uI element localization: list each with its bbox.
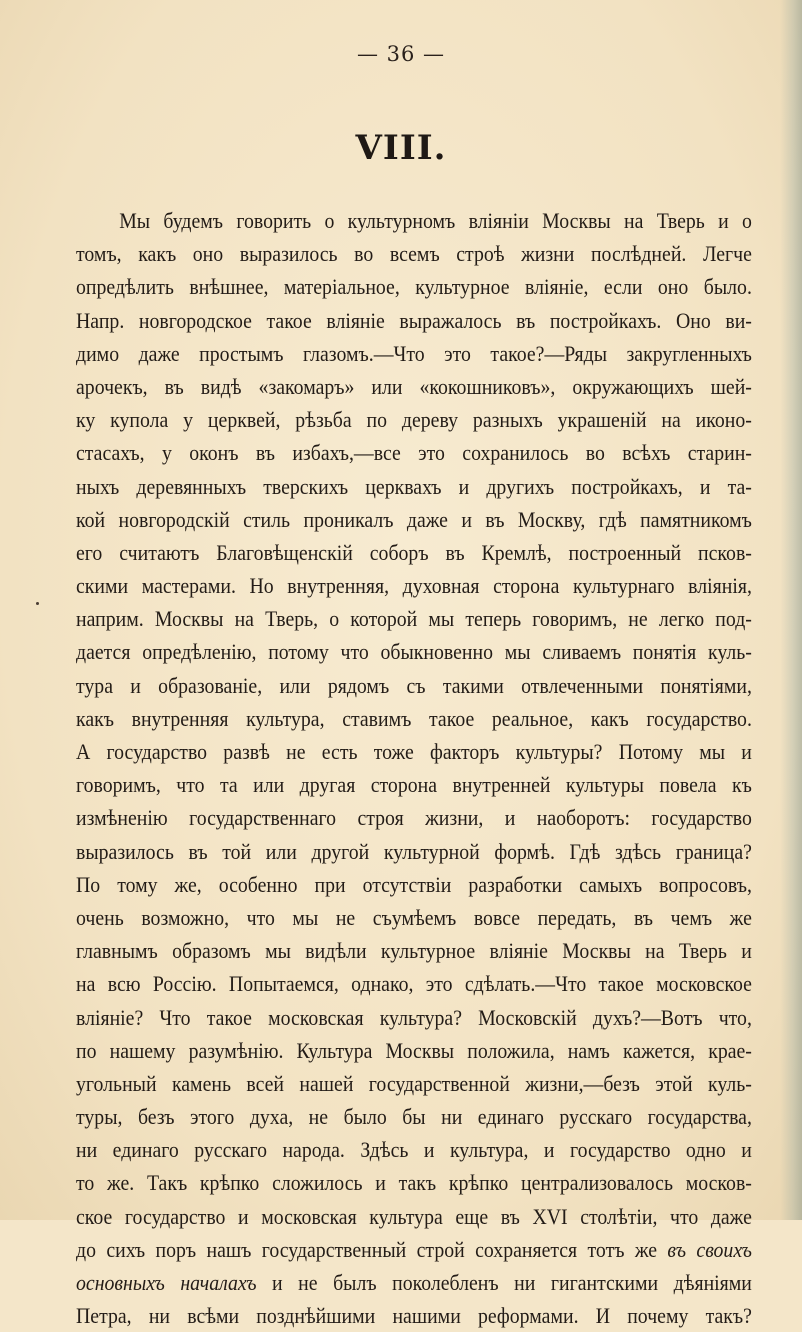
text-line [76, 237, 752, 270]
text-segment: его считаютъ Благовѣщенскій соборъ въ Кремлѣ, построенный псков- [76, 539, 752, 565]
chapter-heading: VIII. [355, 128, 447, 168]
paper-speck [36, 602, 39, 605]
italic-text: основныхъ началахъ [76, 1270, 257, 1295]
text-segment: томъ, какъ оно выразилось во всемъ строѣ жизни послѣдней. Легче [76, 241, 752, 267]
text-line [76, 669, 752, 702]
text-segment: вліяніе? Что такое московская культура? Московскій духъ?—Вотъ что, [76, 1004, 752, 1030]
text-line [76, 1299, 752, 1332]
text-segment: то же. Такъ крѣпко сложилось и такъ крѣпко централизовалось москов- [76, 1170, 752, 1196]
text-line [76, 868, 752, 901]
text-segment: стасахъ, у оконъ въ избахъ,—все это сохранилось во всѣхъ старин- [76, 440, 752, 466]
text-segment: очень возможно, что мы не съумѣемъ вовсе передать, въ чемъ же [76, 904, 752, 930]
text-segment: По тому же, особенно при отсутствіи разработки самыхъ вопросовъ, [76, 871, 752, 897]
text-segment: кой новгородскій стиль проникалъ даже и въ Москву, гдѣ памятникомъ [76, 506, 752, 532]
text-segment: ни единаго русскаго народа. Здѣсь и культура, и государство одно и [76, 1137, 752, 1163]
text-line [76, 735, 752, 768]
text-segment: А государство развѣ не есть тоже факторъ культуры? Потому мы и [76, 739, 752, 764]
text-segment: димо даже простымъ глазомъ.—Что это такое?—Ряды закругленныхъ [76, 340, 752, 366]
text-segment: говоримъ, что та или другая сторона внутренней культуры повела къ [76, 772, 752, 798]
text-line [76, 337, 752, 370]
text-line [76, 702, 752, 735]
text-line [76, 768, 752, 801]
body-text [76, 204, 752, 1332]
text-line [76, 1200, 752, 1233]
text-segment: туры, безъ этого духа, не было бы ни единаго русскаго государства, [76, 1104, 752, 1130]
text-segment: на всю Россію. Попытаемся, однако, это сдѣлать.—Что такое московское [76, 971, 752, 997]
text-segment: по нашему разумѣнію. Культура Москвы положила, намъ кажется, крае- [76, 1037, 752, 1063]
text-line [76, 602, 752, 635]
text-segment: опредѣлить внѣшнее, матеріальное, культурное вліяніе, если оно было. [76, 274, 752, 300]
text-line [76, 304, 752, 337]
text-segment: угольный камень всей нашей государственной жизни,—безъ этой куль- [76, 1070, 752, 1096]
text-segment: измѣненію государственнаго строя жизни, и наоборотъ: государство [76, 805, 752, 831]
text-line [76, 1001, 752, 1034]
page-number: — 36 — [356, 42, 446, 66]
text-segment: ское государство и московская культура еще въ XVI столѣтіи, что даже [76, 1203, 752, 1229]
text-line [76, 370, 752, 403]
text-segment: ныхъ деревянныхъ тверскихъ церквахъ и другихъ постройкахъ, и та- [76, 473, 752, 499]
text-segment: Петра, ни всѣми позднѣйшими нашими реформами. И почему такъ? [76, 1303, 752, 1329]
text-line [76, 1233, 752, 1266]
text-segment: наприм. Москвы на Тверь, о которой мы теперь говоримъ, не легко под- [76, 606, 752, 632]
text-segment: Напр. новгородское такое вліяніе выражалось въ постройкахъ. Оно ви- [76, 307, 752, 333]
text-segment: Мы будемъ говорить о культурномъ вліяніи Москвы на Тверь и о [119, 208, 752, 233]
text-line [76, 1034, 752, 1067]
text-segment: дается опредѣленію, потому что обыкновенно мы сливаемъ понятія куль- [76, 639, 752, 665]
text-line [76, 470, 752, 503]
text-segment: главнымъ образомъ мы видѣли культурное вліяніе Москвы на Тверь и [76, 938, 752, 964]
text-line [76, 835, 752, 868]
text-line [76, 967, 752, 1000]
text-segment: арочекъ, въ видѣ «закомаръ» или «кокошниковъ», окружающихъ шей- [76, 373, 752, 399]
text-segment: скими мастерами. Но внутренняя, духовная сторона культурнаго вліянія, [76, 573, 752, 599]
text-line [76, 403, 752, 436]
text-segment: до сихъ поръ нашъ государственный строй сохраняется тотъ же [76, 1236, 668, 1262]
text-line [76, 204, 752, 237]
text-line [76, 1166, 752, 1199]
text-line [76, 436, 752, 469]
text-line [76, 503, 752, 536]
text-line [76, 801, 752, 834]
text-segment: выразилось въ той или другой культурной формѣ. Гдѣ здѣсь граница? [76, 838, 752, 864]
text-line [76, 569, 752, 602]
text-line [76, 270, 752, 303]
text-line [76, 536, 752, 569]
text-segment: какъ внутренняя культура, ставимъ такое реальное, какъ государство. [76, 705, 752, 731]
text-line [76, 901, 752, 934]
italic-text: въ своихъ [667, 1236, 752, 1262]
text-line [76, 1100, 752, 1133]
text-segment: ку купола у церквей, рѣзьба по дереву разныхъ украшеній на иконо- [76, 407, 752, 433]
page-edge-shadow [780, 0, 802, 1220]
text-segment: и не былъ поколебленъ ни гигантскими дѣяніями [256, 1270, 752, 1295]
text-line [76, 1266, 752, 1299]
text-segment: тура и образованіе, или рядомъ съ такими отвлеченными понятіями, [76, 672, 752, 698]
text-line [76, 1067, 752, 1100]
text-line [76, 934, 752, 967]
text-line [76, 1133, 752, 1166]
text-line [76, 635, 752, 668]
